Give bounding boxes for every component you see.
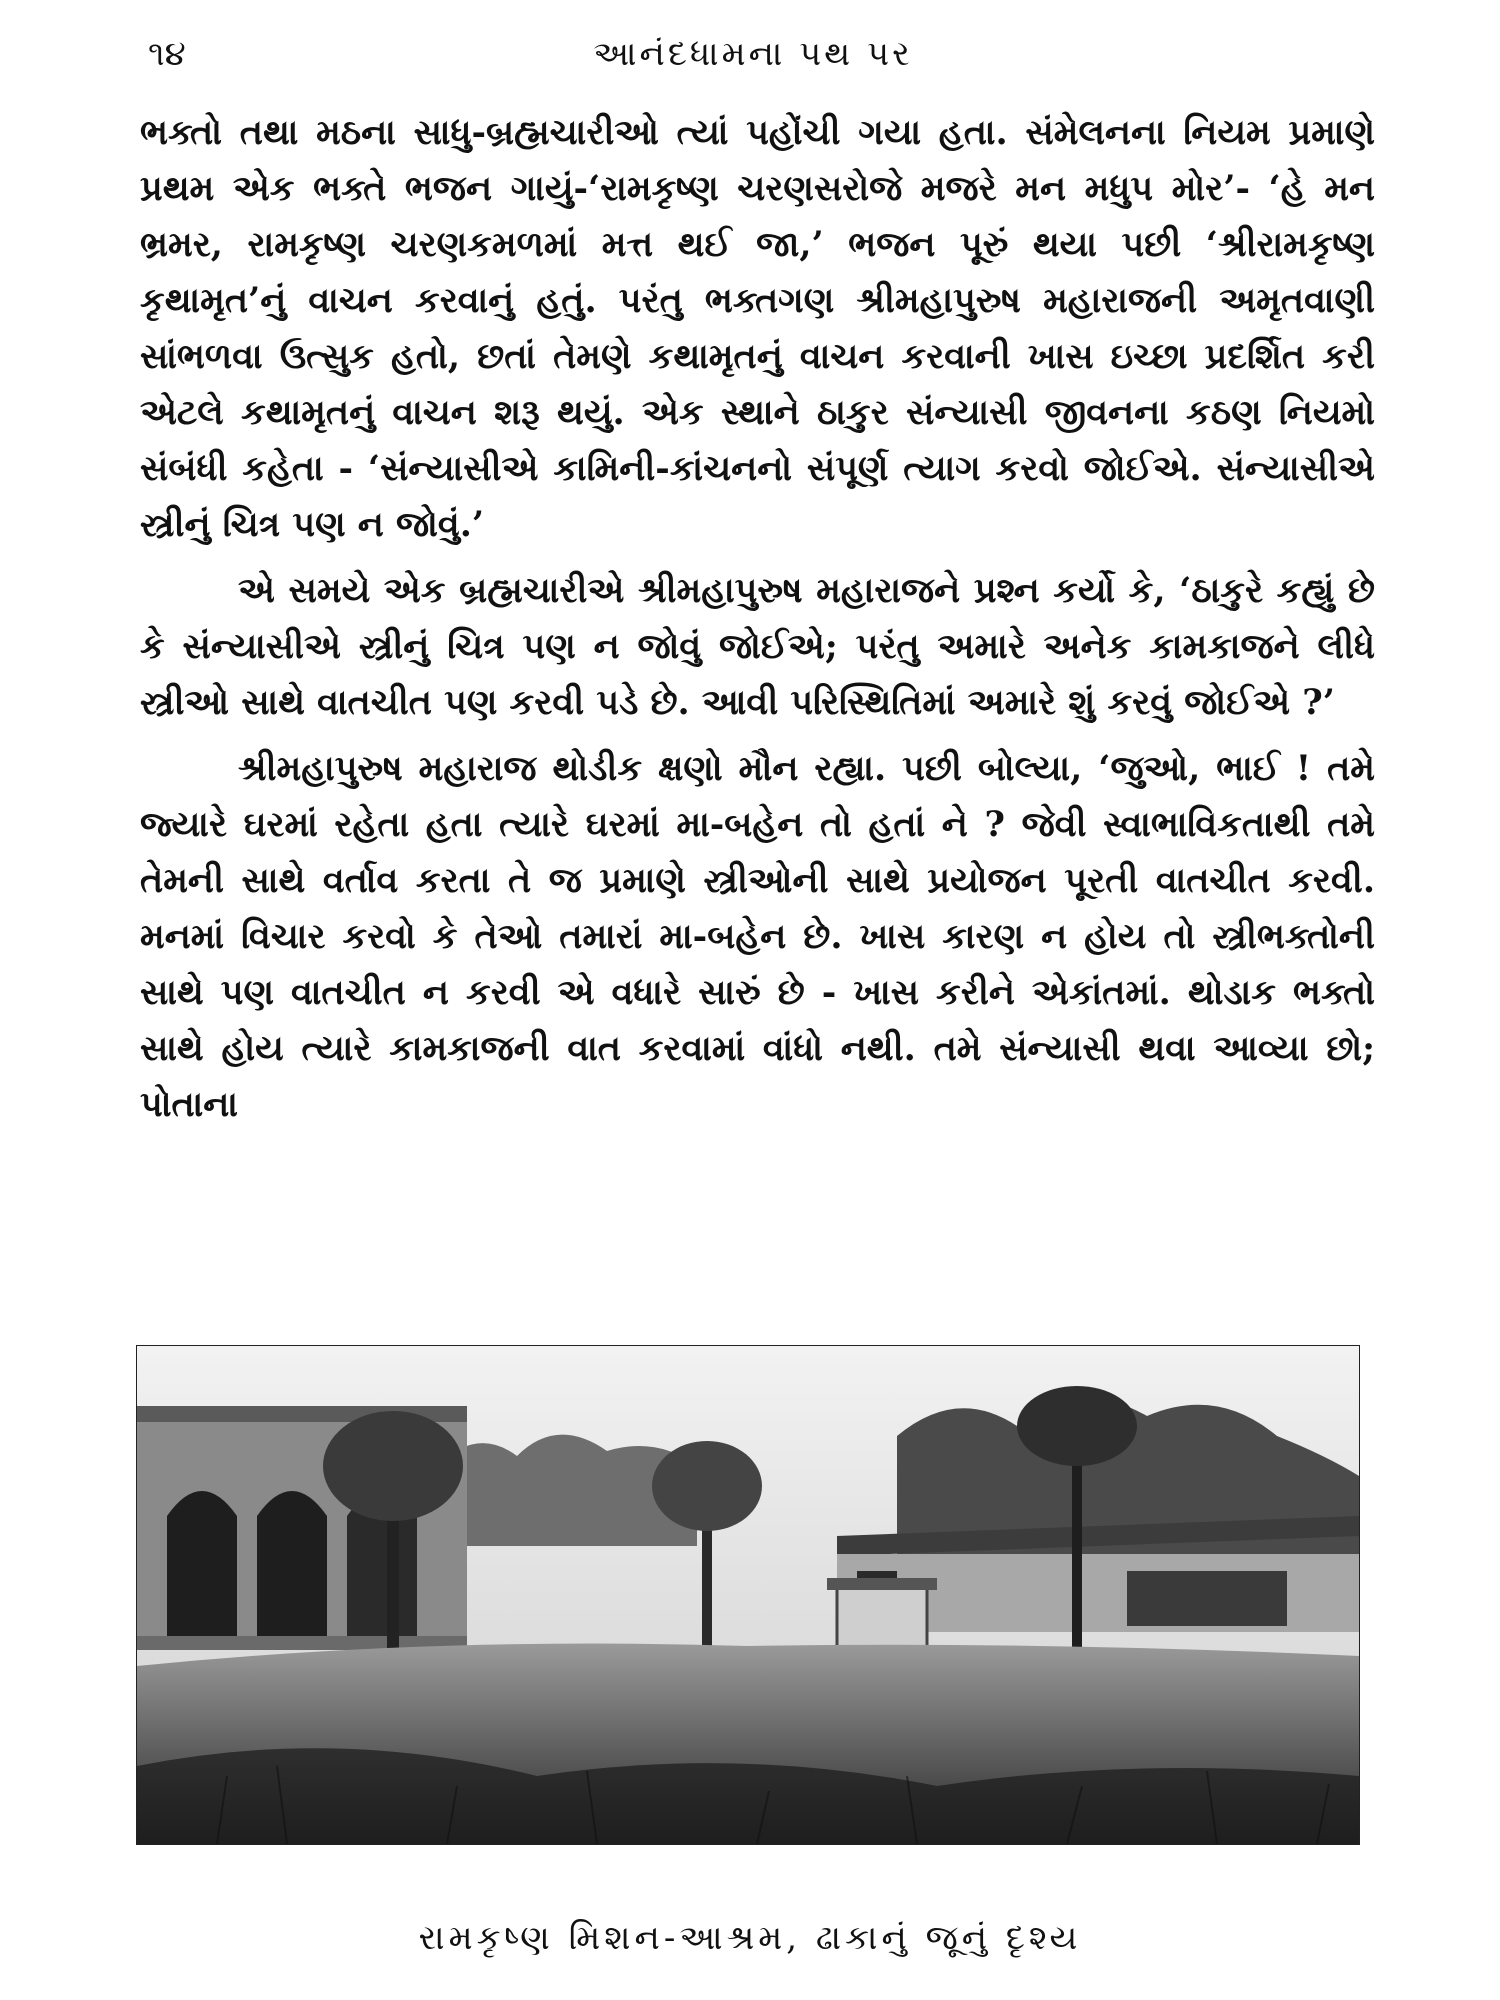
body-text — [140, 105, 1375, 1133]
running-title: આનંદધામના પથ પર — [593, 34, 913, 74]
paragraph-2: એ સમયે એક બ્રહ્મચારીએ શ્રીમહાપુરુષ મહારાજને પ્રશ્ન કર્યો કે, ‘ઠાકુરે કહ્યું છે કે સંન્યાસીએ સ્ત્રીનું ચિત્ર પણ ન જોવું જોઈએ; પરંતુ અમારે અનેક કામકાજને લીધે સ્ત્રીઓ સાથે વાતચીત પણ કરવી પડે છે. આવી પરિસ્થિતિમાં અમારે શું કરવું જોઈએ ?’ — [140, 570, 1375, 723]
paragraph-3: શ્રીમહાપુરુષ મહારાજ થોડીક ક્ષણો મૌન રહ્યા. પછી બોલ્યા, ‘જુઓ, ભાઈ ! તમે જ્યારે ઘરમાં રહેતા હતા ત્યારે ઘરમાં મા-બહેન તો હતાં ને ? જેવી સ્વાભાવિકતાથી તમે તેમની સાથે વર્તાવ કરતા તે જ પ્રમાણે સ્ત્રીઓની સાથે પ્રયોજન પૂરતી વાતચીત કરવી. મનમાં વિચાર કરવો કે તેઓ તમારાં મા-બહેન છે. ખાસ કારણ ન હોય તો સ્ત્રીભક્તોની સાથે પણ વાતચીત ન કરવી એ વધારે સારું છે - ખાસ કરીને એકાંતમાં. થોડાક ભક્તો સાથે હોય ત્યારે કામકાજની વાત કરવામાં વાંધો નથી. તમે સંન્યાસી થવા આવ્યા છો; પોતાના — [140, 748, 1375, 1125]
page-number: ૧૪ — [148, 34, 186, 74]
paragraph-1: ભક્તો તથા મઠના સાધુ-બ્રહ્મચારીઓ ત્યાં પહોંચી ગયા હતા. સંમેલનના નિયમ પ્રમાણે પ્રથમ એક ભક્તે ભજન ગાયું-‘રામકૃષ્ણ ચરણસરોજે મજરે મન મધુપ મોર’- ‘હે મન ભ્રમર, રામકૃષ્ણ ચરણકમળમાં મત્ત થઈ જા,’ ભજન પૂરું થયા પછી ‘શ્રીરામકૃષ્ણ કૃથામૃત’નું વાચન કરવાનું હતું. પરંતુ ભક્તગણ શ્રીમહાપુરુષ મહારાજની અમૃતવાણી સાંભળવા ઉત્સુક હતો, છતાં તેમણે કથામૃતનું વાચન કરવાની ખાસ ઇચ્છા પ્રદર્શિત કરી એટલે કથામૃતનું વાચન શરૂ થયું. એક સ્થાને ઠાકુર સંન્યાસી જીવનના કઠણ નિયમો સંબંધી કહેતા - ‘સંન્યાસીએ કામિની-કાંચનનો સંપૂર્ણ ત્યાગ કરવો જોઈએ. સંન્યાસીએ સ્ત્રીનું ચિત્ર પણ ન જોવું.’ — [140, 112, 1375, 545]
photo-caption: રામકૃષ્ણ મિશન-આશ્રમ, ઢાકાનું જૂનું દૃશ્ય — [418, 1918, 1082, 1958]
page-header — [138, 34, 1368, 84]
ashram-photo — [136, 1345, 1360, 1845]
